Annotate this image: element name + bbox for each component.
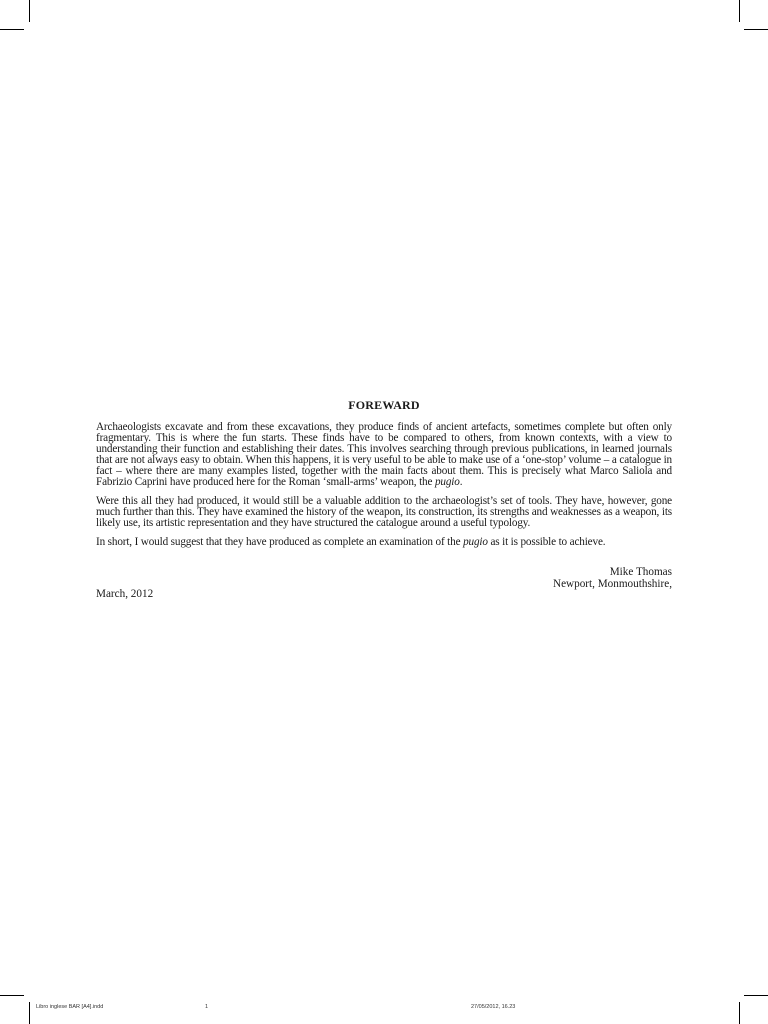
paragraph-1-end: .: [459, 476, 463, 488]
paragraph-3-end: as it is possible to achieve.: [487, 536, 606, 548]
signature-place: Newport, Monmouthshire,: [552, 578, 672, 590]
signature-block: [96, 566, 672, 606]
crop-mark-top-right: [739, 0, 740, 22]
crop-mark-bottom-right-h: [744, 995, 768, 996]
crop-mark-top-left: [29, 0, 30, 22]
paragraph-2-text: Were this all they had produced, it would still be a valuable addition to the archaeologist’s set of tools. They have, however, gone much further than this. They have examined the history of the weapon, its construction, its strengths and weaknesses as a weapon, its likely use, its artistic representation and they have structured the catalogue around a useful typology.: [96, 495, 672, 529]
footer-page-number: 1: [205, 1004, 209, 1010]
paragraph-1-italic: pugio: [434, 476, 460, 488]
page-title: FOREWARD: [348, 398, 420, 412]
signature-name: Mike Thomas: [609, 566, 672, 578]
paragraph-3: [96, 537, 672, 548]
crop-mark-top-left-h: [0, 29, 24, 30]
paragraph-2: [96, 496, 672, 529]
paragraph-1-text: Archaeologists excavate and from these excavations, they produce finds of ancient artefacts, sometimes complete but often only fragmentary. This is where the fun starts. These finds have to be compared to others, from known contexts, with a view to understanding their function and establishing their dates. This involves searching through previous publications, in learned journals that are not always easy to obtain. When this happens, it is very useful to be able to make use of a ‘one-stop’ volume – a catalogue in fact – where there are many examples listed, together with the main facts about them. This is precisely what Marco Saliola and Fabrizio Caprini have produced here for the Roman ‘small-arms’ weapon, the: [96, 421, 672, 488]
crop-mark-bottom-right: [739, 1002, 740, 1024]
signature-date: March, 2012: [96, 588, 154, 600]
crop-mark-bottom-left: [29, 1002, 30, 1024]
footer-filename: Libro inglese BAR [A4].indd: [36, 1004, 104, 1010]
paragraph-3-italic: pugio: [463, 536, 488, 548]
paragraph-3-text: In short, I would suggest that they have produced as complete an examination of the: [96, 536, 464, 548]
foreword-content: [96, 398, 672, 606]
footer-timestamp: 27/05/2012, 16.23: [471, 1004, 516, 1010]
crop-mark-bottom-left-h: [0, 995, 24, 996]
crop-mark-top-right-h: [744, 29, 768, 30]
paragraph-1: [96, 422, 672, 488]
